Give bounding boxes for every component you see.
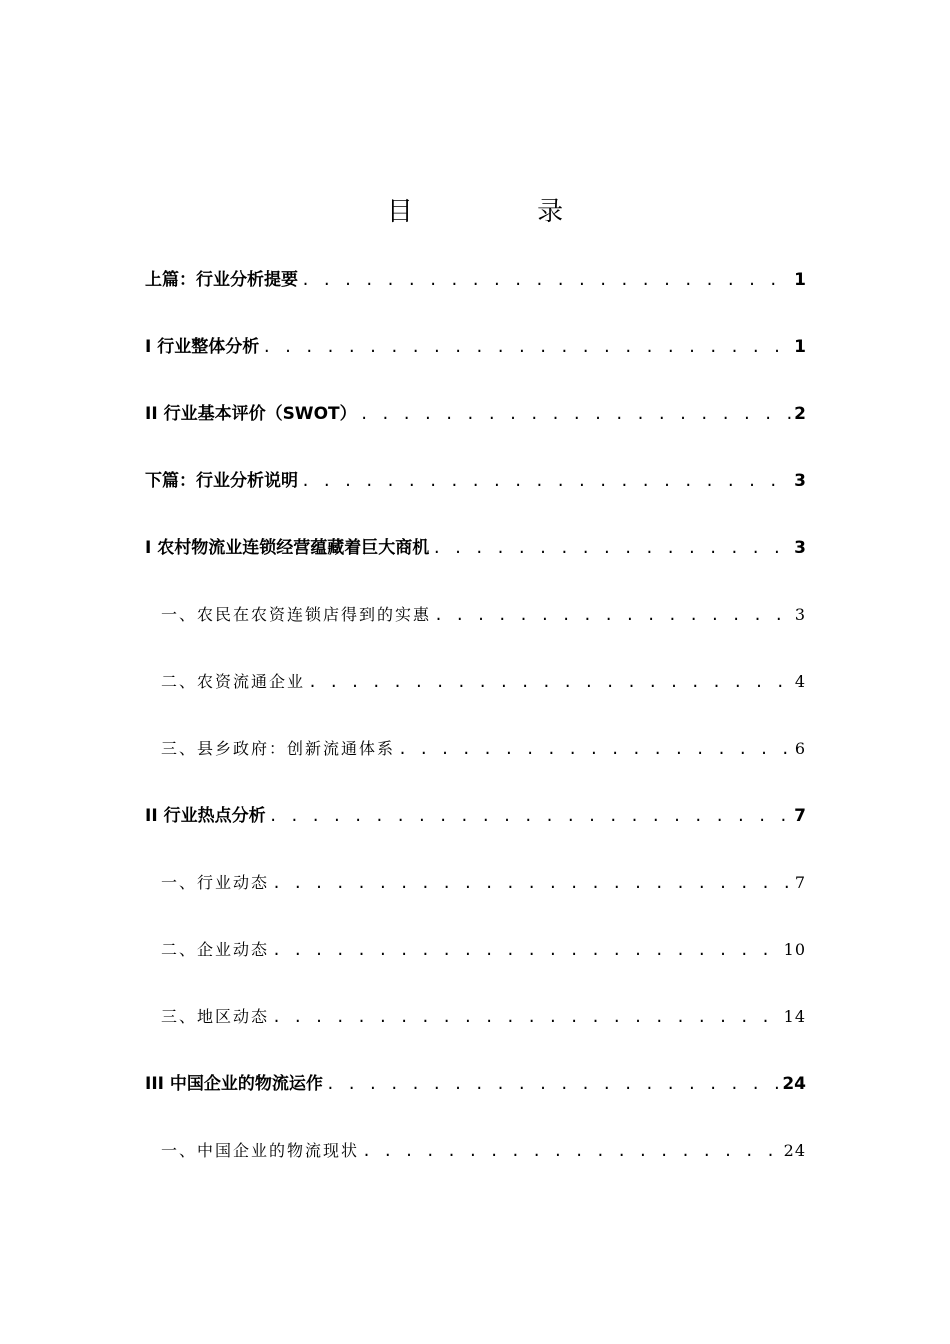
toc-leader-dots — [272, 932, 781, 968]
toc-entry[interactable] — [145, 329, 806, 396]
toc-leader-dots — [398, 731, 792, 767]
toc-entry[interactable] — [145, 597, 806, 664]
toc-page-number: 24 — [782, 1074, 806, 1094]
toc-entry[interactable] — [145, 798, 806, 865]
toc-entry[interactable] — [145, 932, 806, 999]
toc-leader-dots — [301, 262, 791, 298]
table-of-contents — [145, 262, 806, 1200]
toc-entry-label: 一、行业动态 — [161, 873, 270, 892]
toc-entry-label: 一、农民在农资连锁店得到的实惠 — [161, 605, 432, 624]
toc-entry-label: 二、企业动态 — [161, 940, 270, 959]
toc-entry[interactable] — [145, 865, 806, 932]
toc-page-number: 2 — [794, 404, 806, 424]
toc-page-number: 3 — [794, 605, 806, 624]
toc-entry[interactable] — [145, 463, 806, 530]
toc-entry-label: II 行业热点分析 — [145, 806, 266, 826]
toc-page-number: 7 — [794, 873, 806, 892]
toc-entry[interactable] — [145, 396, 806, 463]
toc-leader-dots — [269, 798, 792, 834]
toc-entry-label: 二、农资流通企业 — [161, 672, 306, 691]
toc-entry-label: 一、中国企业的物流现状 — [161, 1141, 360, 1160]
toc-leader-dots — [301, 463, 791, 499]
toc-page-number: 1 — [794, 270, 806, 290]
toc-entry-label: 下篇：行业分析说明 — [145, 471, 298, 491]
toc-entry[interactable] — [145, 262, 806, 329]
toc-leader-dots — [262, 329, 791, 365]
toc-page-number: 7 — [794, 806, 806, 826]
toc-entry-label: 上篇：行业分析提要 — [145, 270, 298, 290]
toc-leader-dots — [272, 999, 781, 1035]
toc-page-number: 4 — [794, 672, 806, 691]
toc-leader-dots — [308, 664, 792, 700]
toc-entry-label: I 行业整体分析 — [145, 337, 260, 357]
toc-entry-label: I 农村物流业连锁经营蕴藏着巨大商机 — [145, 538, 430, 558]
toc-page-number: 3 — [794, 471, 806, 491]
toc-entry[interactable] — [145, 1066, 806, 1133]
toc-entry[interactable] — [145, 999, 806, 1066]
toc-page-number: 10 — [783, 940, 806, 959]
toc-leader-dots — [432, 530, 791, 566]
toc-page-number: 3 — [794, 538, 806, 558]
toc-leader-dots — [434, 597, 792, 633]
toc-leader-dots — [272, 865, 792, 901]
toc-entry-label: II 行业基本评价（SWOT） — [145, 404, 357, 424]
toc-leader-dots — [360, 396, 792, 432]
toc-entry[interactable] — [145, 731, 806, 798]
toc-entry-label: III 中国企业的物流运作 — [145, 1074, 323, 1094]
page-title: 目 录 — [386, 197, 622, 227]
toc-page-number: 1 — [794, 337, 806, 357]
toc-leader-dots — [326, 1066, 779, 1102]
toc-entry[interactable] — [145, 530, 806, 597]
toc-entry[interactable] — [145, 664, 806, 731]
toc-entry-label: 三、地区动态 — [161, 1007, 270, 1026]
toc-page-number: 24 — [783, 1141, 806, 1160]
toc-entry[interactable] — [145, 1133, 806, 1200]
toc-leader-dots — [362, 1133, 781, 1169]
toc-page-number: 6 — [794, 739, 806, 758]
toc-entry-label: 三、县乡政府：创新流通体系 — [161, 739, 396, 758]
toc-page-number: 14 — [783, 1007, 806, 1026]
